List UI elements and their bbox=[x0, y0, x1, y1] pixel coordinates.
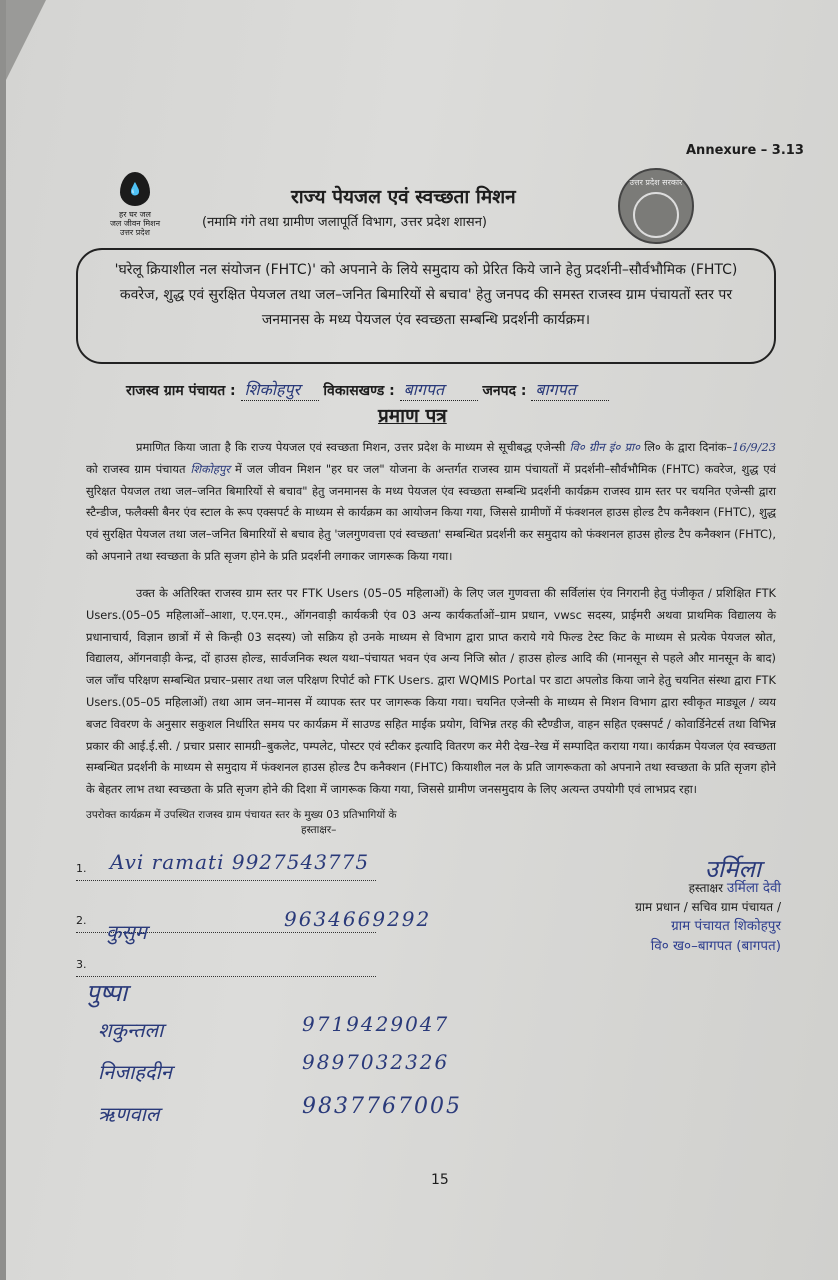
emblem-label: उत्तर प्रदेश सरकार bbox=[629, 178, 683, 187]
district-value: बागपत bbox=[531, 378, 609, 401]
certificate-paragraph-2: उक्त के अतिरिक्त राजस्व ग्राम स्तर पर FTK Users (05–05 महिलाओं) के लिए जल गुणवत्ता की सर्विलांस एंव निगरानी हेतु पंजीकृत / प्रशिक्षित FTK Users.(05–05 महिलाओं–आशा, ए.एन.एम., ऑगनवाड़ी कार्यकत्री एंव 03 अन्य कार्यकर्ताओं–ग्राम प्रधान, vwsc सदस्य, प्राईमरी अथवा प्राथमिक विद्यालय के प्रधानाचार्य, विज्ञान छात्रों में से किन्ही 03 सदस्य) जो सक्रिय हो उनके माध्यम से विभाग द्वारा प्राप्त कराये गये फिल्ड टेस्ट किट के माध्यम से प्रत्येक पेयजल स्रोत, विद्यालय, ऑगनवाड़ी केन्द्र, दों हाउस होल्ड, सार्वजनिक स्थल यथा–पंचायत भवन एंव अन्य निजि स्रोत / हाउस होल्ड आदि की (मानसून से पहले और मानसून के बाद) जल जाँच परिक्षण सम्बन्धित प्रचार–प्रसार तथा जल परिक्षण रिपोर्ट को FTK Users. द्वारा WQMIS Portal पर डाटा अपलोड किया जाने हेतु चयनित संस्था द्वारा FTK Users.(05–05 महिलाओं) तथा आम जन–मानस में व्यापक स्तर पर जागरूक किया गया। चयनित एजेन्सी के माध्यम से मिशन विभाग द्वारा स्वीकृत माड्यूल / व्यय बजट विवरण के अनुसार सकुशल निर्धारित समय पर कार्यक्रम में साउण्ड सहित माईक प्रयोग, विभिन्न तरह की स्टैण्डीज, वाहन सहित एक्सपर्ट / कोवार्डिनेटर्स तथा विभिन्न प्रकार की आई.ई.सी. / प्रचार प्रसार सामग्री–बुकलेट, पम्पलेट, पोस्टर एवं स्टीकर इत्यादि वितरण कर मेरी देख–रेख में सम्पादित कराया गया। कार्यक्रम पेयजल एंव स्वच्छता सम्बन्धित प्रदर्शनी के माध्यम से समुदाय में फंक्शनल हाउस होल्ड टैप कनैक्शन (FHTC) कियाशील नल के प्रति जागरूकता को अपनाने तथा स्वच्छता के प्रति सृजग होने के बेहतर लाभ तथा स्वच्छता के प्रति सृजग होने की दिशा में जागरूक किया गया, जिससे ग्रामीण जनसमुदाय के लिए अत्यन्त उपयोगी एवं लाभप्रद रहा। bbox=[86, 586, 776, 797]
signatory-line bbox=[521, 878, 781, 898]
annexure-label: Annexure – 3.13 bbox=[686, 143, 804, 158]
slot-2-number: 2. bbox=[76, 914, 87, 927]
para1-text-c: को राजस्व ग्राम पंचायत bbox=[86, 461, 186, 476]
document-page bbox=[6, 0, 838, 1280]
stamp-line-2: वि० ख०–बागपत (बागपत) bbox=[650, 938, 781, 954]
agency-name: वि० ग्रीन इं० प्रा० bbox=[569, 440, 641, 454]
extra-participant-3-name: ऋणवाल bbox=[98, 1102, 160, 1126]
signatory-block bbox=[521, 855, 781, 956]
certificate-paragraph-1 bbox=[86, 437, 776, 568]
panchayat-value: शिकोहपुर bbox=[241, 378, 319, 401]
page-title: राज्य पेयजल एवं स्वच्छता मिशन bbox=[291, 186, 516, 208]
participant-1-entry: Avi ramati 9927543775 bbox=[110, 850, 370, 874]
campaign-box: 'घरेलू क्रियाशील नल संयोजन (FHTC)' को अपनाने के लिये समुदाय को प्रेरित किये जाने हेतु प्रदर्शनी–सौर्वभौमिक (FHTC) कवरेज, शुद्ध एवं सुरक्षित पेयजल तथा जल–जनित बिमारियों से बचाव' हेतु जनपद की समस्त राजस्व ग्राम पंचायतों स्तर पर जनमानस के मध्य पेयजल एंव स्वच्छता सम्बन्धि प्रदर्शनी कार्यक्रम। bbox=[76, 248, 776, 364]
page-subtitle: (नमामि गंगे तथा ग्रामीण जलापूर्ति विभाग, उत्तर प्रदेश शासन) bbox=[202, 215, 487, 230]
para1-text-a: प्रमाणित किया जाता है कि राज्य पेयजल एवं स्वच्छता मिशन, उत्तर प्रदेश के माध्यम से सूचीबद्ध एजेन्सी bbox=[136, 440, 566, 454]
para1-text-b: लि० के द्वारा दिनांक– bbox=[644, 440, 733, 454]
extra-participant-2-name: निजाहदीन bbox=[98, 1060, 172, 1084]
extra-participant-3-phone: 9837767005 bbox=[302, 1094, 462, 1119]
participant-slot-3 bbox=[76, 958, 376, 977]
event-date: 16/9/23 bbox=[732, 440, 777, 454]
logo-left-line3: उत्तर प्रदेश bbox=[120, 228, 150, 237]
logo-left-line2: जल जीवन मिशन bbox=[109, 219, 161, 228]
block-value: बागपत bbox=[400, 378, 478, 401]
signatory-role: ग्राम प्रधान / सचिव ग्राम पंचायत / bbox=[635, 900, 781, 914]
signatory-name: उर्मिला देवी bbox=[726, 880, 781, 896]
water-drop-icon: 💧 bbox=[120, 172, 150, 206]
page-number: 15 bbox=[431, 1172, 449, 1188]
stamp-line-1: ग्राम पंचायत शिकोहपुर bbox=[671, 918, 781, 934]
slot-3-number: 3. bbox=[76, 958, 87, 971]
participant-3-name: पुष्पा bbox=[86, 979, 128, 1007]
extra-participant-1-phone: 9719429047 bbox=[302, 1012, 450, 1036]
location-row bbox=[126, 378, 609, 401]
participants-caption-text: उपरोक्त कार्यक्रम में उपस्थित राजस्व ग्राम पंचायत स्तर के मुख्य 03 प्रतिभागियों के bbox=[86, 809, 397, 821]
har-ghar-jal-logo bbox=[102, 172, 168, 237]
signatory-signature: उर्मिला bbox=[704, 855, 761, 883]
up-government-emblem bbox=[618, 168, 694, 244]
block-label: विकासखण्ड : bbox=[323, 383, 395, 399]
panchayat-label: राजस्व ग्राम पंचायत : bbox=[126, 383, 236, 399]
district-label: जनपद : bbox=[482, 383, 527, 399]
slot-1-number: 1. bbox=[76, 862, 87, 875]
participants-caption bbox=[86, 808, 486, 838]
extra-participant-1-name: शकुन्तला bbox=[98, 1018, 164, 1042]
emblem-icon bbox=[633, 192, 679, 238]
para1-text-d: में जल जीवन मिशन "हर घर जल" योजना के अन्तर्गत राजस्व ग्राम पंचायतों में प्रदर्शनी–सौर्वभौमिक (FHTC) कवरेज, शुद्ध एवं सुरिक्षत पेयजल तथा जल–जनित बिमारियों से बचाव" हेतु जनमानस के मध्य पेयजल एंव स्वच्छता सम्बन्धि प्रदर्शनी कार्यक्रम राजस्व ग्राम स्तर पर चयनित एजेन्सी द्वारा स्टैन्डीज, फलैक्सी बैनर एंव स्टाल के रूप एक्सपर्ट के माध्यम से कार्यक्रम का आयोजन किया गया, जिससे ग्रामीणों में फंक्शनल हाउस होल्ड टैप कनैक्शन (FHTC), शुद्ध एवं सुरक्षित पेयजल तथा जल–जनित बिमारियों से बचाव हेतु 'जलगुणवत्ता एवं स्वच्छता' सम्बन्धित प्रदर्शनी कर समुदाय को फंक्शनल हाउस होल्ड टैप कनैक्शन (FHTC), को अपनाने तथा स्वच्छता के प्रति सृजग होने के प्रति प्रदर्शनी लगाकर जागरूक किया गया। bbox=[86, 461, 776, 563]
participants-caption-sign: हस्ताक्षर– bbox=[301, 824, 337, 836]
signatory-label: हस्ताक्षर bbox=[688, 881, 724, 895]
participant-2-name: कुसुम bbox=[106, 920, 147, 944]
certificate-title: प्रमाण पत्र bbox=[378, 405, 447, 427]
participant-2-phone: 9634669292 bbox=[284, 907, 432, 931]
folded-corner bbox=[6, 0, 46, 80]
extra-participant-2-phone: 9897032326 bbox=[302, 1050, 450, 1074]
logo-left-line1: हर घर जल bbox=[119, 210, 151, 219]
gram-panchayat-name: शिकोहपुर bbox=[190, 461, 231, 476]
